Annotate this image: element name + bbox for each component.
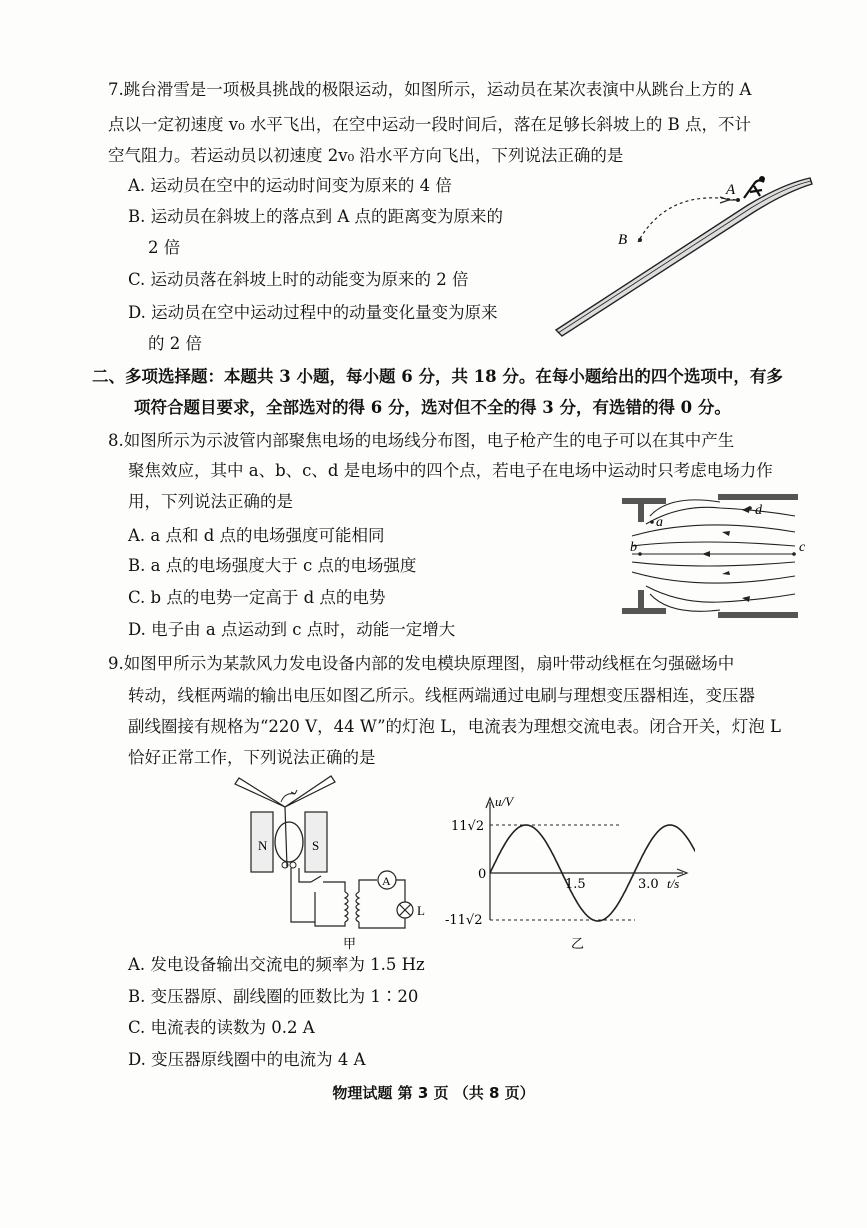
magnet-n-label: N (258, 838, 268, 853)
ammeter-label: A (382, 874, 391, 888)
q8-option-a: A. a 点和 d 点的电场强度可能相同 (128, 526, 385, 545)
q8-stem-line-2: 聚焦效应，其中 a、b、c、d 是电场中的四个点，若电子在电场中运动时只考虑电场力作 (128, 461, 773, 480)
electric-field-figure (610, 486, 810, 626)
y-axis-label: u/V (495, 794, 514, 809)
y-min-label: -11√2 (445, 913, 483, 928)
section2-heading-line-2: 项符合题目要求，全部选对的得 6 分，选对但不全的得 3 分，有选错的得 0 分。 (134, 398, 731, 417)
q9-option-b: B. 变压器原、副线圈的匝数比为 1∶20 (128, 987, 419, 1006)
q9-stem-line-3: 副线圈接有规格为“220 V，44 W”的灯泡 L，电流表为理想交流电表。闭合开关，灯泡 L (128, 717, 781, 736)
ski-label-a: A (726, 182, 736, 198)
q9-option-a: A. 发电设备输出交流电的频率为 1.5 Hz (128, 955, 425, 974)
q8-option-d: D. 电子由 a 点运动到 c 点时，动能一定增大 (128, 620, 456, 639)
q7-stem-line-3: 空气阻力。若运动员以初速度 2v₀ 沿水平方向飞出，下列说法正确的是 (108, 146, 624, 165)
q8-stem-line-1: 8.如图所示为示波管内部聚焦电场的电场线分布图，电子枪产生的电子可以在其中产生 (108, 431, 735, 450)
q8-stem-line-3: 用，下列说法正确的是 (128, 492, 293, 511)
q9-option-c: C. 电流表的读数为 0.2 A (128, 1018, 315, 1037)
point-a-label: a (656, 515, 663, 530)
ski-jump-figure (548, 170, 818, 340)
voltage-graph-figure (445, 790, 695, 950)
q8-option-b: B. a 点的电场强度大于 c 点的电场强度 (128, 556, 417, 575)
magnet-s-label: S (312, 838, 320, 853)
q8-option-c: C. b 点的电势一定高于 d 点的电势 (128, 588, 386, 607)
q9-stem-line-1: 9.如图甲所示为某款风力发电设备内部的发电模块原理图，扇叶带动线框在匀强磁场中 (108, 654, 735, 673)
q7-stem-line-1: 7.跳台滑雪是一项极具挑战的极限运动，如图所示，运动员在某次表演中从跳台上方的 A (108, 80, 752, 99)
q7-option-b-cont: 2 倍 (148, 238, 181, 257)
point-d-label: d (755, 503, 762, 518)
lamp-label: L (417, 903, 425, 918)
q7-option-a: A. 运动员在空中的运动时间变为原来的 4 倍 (128, 176, 452, 195)
q9-option-d: D. 变压器原线圈中的电流为 4 A (128, 1050, 366, 1069)
q9-stem-line-4: 恰好正常工作，下列说法正确的是 (128, 748, 376, 767)
x-mid-label: 1.5 (565, 877, 586, 892)
q7-option-c: C. 运动员落在斜坡上时的动能变为原来的 2 倍 (128, 270, 469, 289)
origin-label: 0 (478, 867, 487, 882)
figure-yi-caption: 乙 (571, 937, 585, 950)
q7-stem-line-2: 点以一定初速度 v₀ 水平飞出，在空中运动一段时间后，落在足够长斜坡上的 B 点，不计 (108, 115, 752, 134)
page-footer: 物理试题 第 3 页 （共 8 页） (332, 1084, 535, 1102)
q7-option-d: D. 运动员在空中运动过程中的动量变化量变为原来 (128, 303, 498, 322)
x-end-label: 3.0 (638, 877, 659, 892)
q7-option-b: B. 运动员在斜坡上的落点到 A 点的距离变为原来的 (128, 207, 504, 226)
q7-option-d-cont: 的 2 倍 (148, 334, 202, 353)
ski-label-b: B (618, 232, 628, 248)
generator-circuit-figure (225, 772, 425, 952)
figure-jia-caption: 甲 (343, 937, 357, 952)
x-axis-label: t/s (667, 876, 680, 891)
point-c-label: c (799, 540, 806, 555)
y-max-label: 11√2 (451, 819, 485, 834)
section2-heading-line-1: 二、多项选择题：本题共 3 小题，每小题 6 分，共 18 分。在每小题给出的四个选项中，有多 (92, 367, 783, 386)
q9-stem-line-2: 转动，线框两端的输出电压如图乙所示。线框两端通过电刷与理想变压器相连，变压器 (128, 686, 755, 705)
point-b-label: b (630, 540, 637, 555)
